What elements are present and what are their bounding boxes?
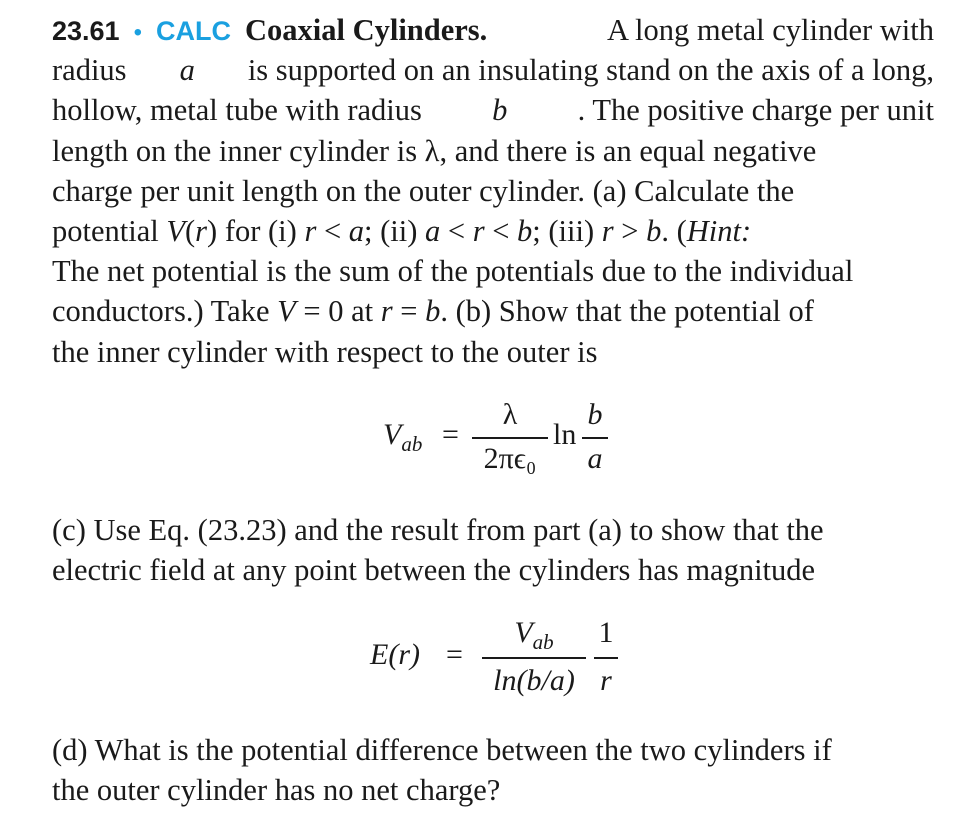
- problem-title: Coaxial Cylinders.: [244, 13, 488, 47]
- problem-statement: [52, 10, 934, 372]
- eq2-fraction-bar-2: [594, 657, 618, 659]
- text-line: the outer cylinder has no net charge?: [52, 773, 501, 808]
- calc-tag: CALC: [155, 16, 231, 46]
- eq1-lhs: $V_{ab}$: [383, 418, 423, 456]
- text-line: radius a is supported on an insulating stand on the axis of a long,: [52, 53, 934, 88]
- problem-number: 23.61: [52, 16, 120, 46]
- part-d-text: [52, 730, 934, 810]
- eq2-denominator: ln(b/a): [493, 664, 575, 697]
- eq1-denominator-a: a: [587, 442, 603, 475]
- eq2-numerator: $V_{ab}$: [514, 616, 554, 654]
- eq2-denominator-r: r: [600, 664, 612, 697]
- text-line: the inner cylinder with respect to the outer is: [52, 334, 598, 369]
- text-line: hollow, metal tube with radius b . The positive charge per unit: [52, 93, 934, 128]
- eq2-numerator-1: 1: [598, 616, 614, 649]
- eq2-fraction-bar: [482, 657, 586, 659]
- text-line: electric field at any point between the cylinders has magnitude: [52, 553, 816, 588]
- text-line: (d) What is the potential difference between the two cylinders if: [52, 733, 832, 767]
- text-line: potential V(r) for (i) r < a; (ii) a < r < b; (iii) r > b. (Hint:: [52, 213, 752, 248]
- text-line: length on the inner cylinder is λ, and there is an equal negative: [52, 133, 817, 168]
- eq1-fraction-bar: [472, 437, 548, 439]
- text-line: charge per unit length on the outer cylinder. (a) Calculate the: [52, 173, 795, 208]
- text-line: (c) Use Eq. (23.23) and the result from part (a) to show that the: [52, 513, 824, 547]
- eq2-lhs: E(r): [370, 638, 420, 671]
- part-c-text: [52, 510, 934, 590]
- eq1-fraction-bar-2: [582, 437, 608, 439]
- text-line: [52, 10, 934, 50]
- problem-header: [52, 10, 523, 50]
- eq1-numerator-b: b: [587, 398, 603, 431]
- text-segment: A long metal cylinder with: [607, 13, 934, 47]
- eq1-numerator: λ: [502, 398, 518, 431]
- text-line: The net potential is the sum of the potentials due to the individual: [52, 254, 854, 289]
- eq1-equals: =: [442, 418, 459, 451]
- bullet-icon: •: [133, 19, 142, 46]
- eq2-equals: =: [446, 638, 463, 671]
- eq1-denominator: 2πϵ₀: [483, 442, 537, 475]
- text-line: conductors.) Take V = 0 at r = b. (b) Show that the potential of: [52, 294, 814, 329]
- eq1-ln: ln: [553, 418, 577, 451]
